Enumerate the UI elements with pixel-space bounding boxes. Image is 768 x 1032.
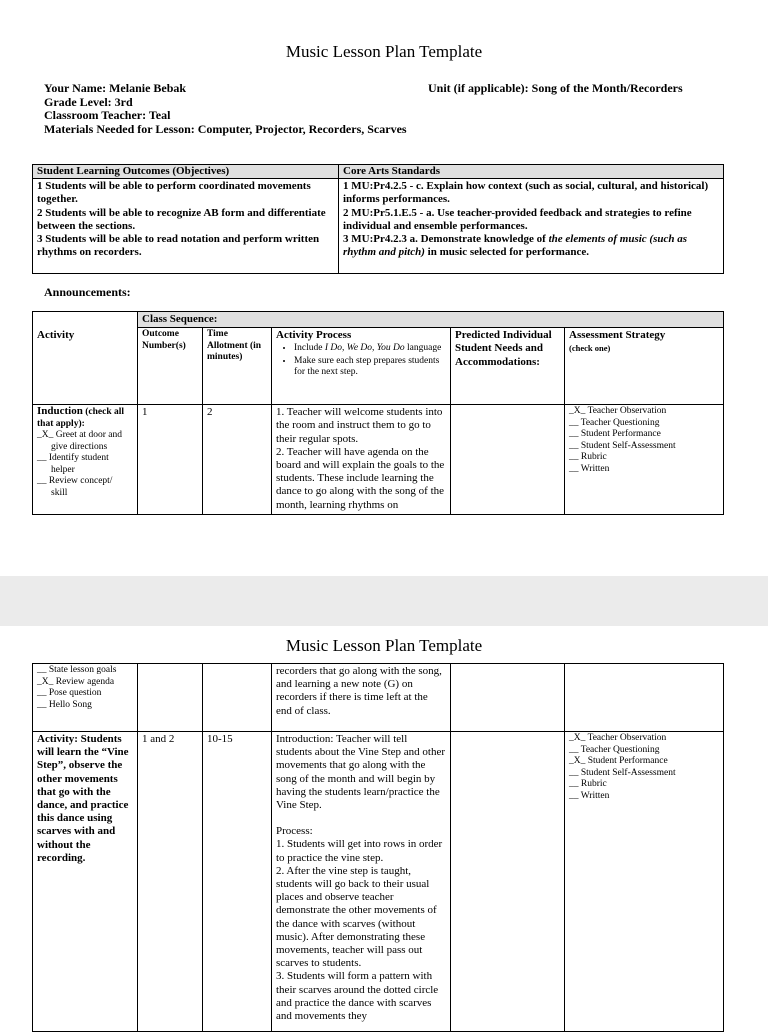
activity-cell: Activity: Students will learn the “Vine Step”, observe the other movements that go with the dance, and practice this dance using scarves with and without the recording. [33, 732, 138, 1032]
col-time: Time Allotment (in minutes) [203, 328, 272, 405]
assess-option: __ Student Self-Assessment [569, 440, 676, 451]
outcomes-cell [33, 179, 339, 274]
activity-step-3: 3. Students will form a pattern with their scarves around the dotted circle and practice the dance with scarves and movements they [276, 970, 439, 1023]
objectives-table [32, 164, 724, 274]
class-sequence-table-continued [32, 663, 724, 1032]
assess-option: __ Written [569, 463, 610, 474]
activity-step-1: 1. Students will get into rows in order to practice the vine step. [276, 838, 443, 864]
standards-header: Core Arts Standards [339, 165, 724, 179]
standard-3 [343, 233, 719, 259]
activity-assessment [565, 732, 724, 1032]
col-needs: Predicted Individual Student Needs and Accommodations: [451, 328, 565, 405]
induction-outcome: 1 [138, 405, 203, 515]
induction-option-greet-cont: give directions [51, 441, 108, 452]
induction-process-continued: recorders that go along with the song, and learning a new note (G) on recorders if there is time left at the end of class. [272, 664, 451, 732]
materials-line: Materials Needed for Lesson: Computer, Projector, Recorders, Scarves [44, 121, 407, 136]
col-assessment [565, 328, 724, 405]
induction-option-greet: _X_ Greet at door and [37, 430, 122, 441]
page-2-title: Music Lesson Plan Template [285, 636, 483, 655]
unit-line: Unit (if applicable): Song of the Month/Recorders [428, 81, 683, 95]
induction-time: 2 [203, 405, 272, 515]
outcome-3: 3 Students will be able to read notation and perform written rhythms on recorders. [37, 233, 320, 259]
standards-cell [339, 179, 724, 274]
activity-needs [451, 732, 565, 1032]
induction-process-1: 1. Teacher will welcome students into the room and instruct them to go to their regular spots. [276, 406, 443, 445]
teacher-info [44, 82, 407, 136]
assess-option: __ Teacher Questioning [569, 744, 660, 755]
col-activity: Activity [33, 328, 138, 405]
induction-cell [33, 405, 138, 515]
induction-process-2: 2. Teacher will have agenda on the board and will explain the goals to the students. These include learning the dance to go along with the song of the month, learning rhythms on [276, 445, 445, 511]
page-title: Music Lesson Plan Template [285, 42, 483, 61]
name-line: Your Name: Melanie Bebak [44, 81, 187, 95]
page-gap [0, 576, 768, 626]
activity-process-label: Process: [276, 825, 313, 838]
induction-needs [451, 405, 565, 515]
process-guidelines [276, 343, 446, 379]
guideline-1-tail: language [404, 343, 442, 354]
induction-process [272, 405, 451, 515]
induction-option-goals: __ State lesson goals [37, 665, 117, 675]
outcome-1: 1 Students will be able to perform coordinated movements together. [37, 180, 311, 206]
induction-option-hello: __ Hello Song [37, 699, 92, 710]
col-process [272, 328, 451, 405]
class-sequence-table [32, 311, 724, 515]
standard-2: 2 MU:Pr5.1.E.5 - a. Use teacher-provided feedback and strategies to refine individual and ensemble performances. [343, 206, 692, 232]
assess-option: __ Written [569, 790, 610, 801]
induction-cell-continued [33, 664, 138, 732]
standard-3-emphasis: the elements of music (such as rhythm and pitch) [343, 233, 688, 259]
induction-option-helper-cont: helper [51, 464, 75, 475]
induction-note: (check all that apply): [37, 407, 125, 429]
guideline-2: • Make sure each step prepares students for the next step. [294, 356, 446, 379]
induction-option-agenda: _X_ Review agenda [37, 676, 115, 687]
guideline-1-emphasis: I Do, We Do, You Do [324, 343, 405, 354]
assess-option: _X_ Teacher Observation [569, 406, 667, 417]
activity-intro: Introduction: Teacher will tell students about the Vine Step and other movements that go along with the song of the month and will begin by having the students learn/practice the Vine Step. [276, 733, 445, 812]
class-sequence-header: Class Sequence: [138, 312, 724, 328]
col-outcome: Outcome Number(s) [138, 328, 203, 405]
induction-option-review: __ Review concept/ [37, 476, 113, 487]
empty-cell [565, 664, 724, 732]
grade-line: Grade Level: 3rd [44, 94, 133, 109]
empty-cell [451, 664, 565, 732]
activity-outcome: 1 and 2 [138, 732, 203, 1032]
empty-cell [203, 664, 272, 732]
col-process-title: Activity Process [276, 329, 352, 342]
guideline-1-text: Include [294, 343, 325, 354]
assess-option: __ Student Performance [569, 429, 661, 440]
standard-3-tail: in music selected for performance. [424, 246, 590, 259]
announcements-label: Announcements: [44, 285, 131, 299]
assess-option: __ Rubric [569, 779, 607, 789]
col-assessment-title: Assessment Strategy [569, 329, 666, 342]
standard-1: 1 MU:Pr4.2.5 - c. Explain how context (such as social, cultural, and historical) informs performances. [343, 180, 709, 206]
empty-cell [138, 664, 203, 732]
objectives-header: Student Learning Outcomes (Objectives) [33, 165, 339, 179]
assess-option: _X_ Student Performance [569, 756, 668, 766]
activity-step-2: 2. After the vine step is taught, students will go back to their usual places and observe teacher demonstrate the other movements of the dance with scarves (without music). After demonstrating these movements, teacher will pass out scarves to students. [276, 864, 437, 970]
assess-option: _X_ Teacher Observation [569, 733, 667, 743]
induction-assessment [565, 405, 724, 515]
induction-title: Induction [37, 405, 83, 418]
activity-process [272, 732, 451, 1032]
activity-time: 10-15 [203, 732, 272, 1032]
col-assessment-note: (check one) [569, 343, 611, 354]
assess-option: __ Rubric [569, 452, 607, 463]
induction-option-pose: __ Pose question [37, 688, 102, 698]
guideline-1 [294, 343, 446, 355]
outcome-2: 2 Students will be able to recognize AB form and differentiate between the sections. [37, 206, 326, 232]
induction-option-review-cont: skill [51, 487, 68, 498]
induction-option-helper: __ Identify student [37, 453, 109, 464]
teacher-line: Classroom Teacher: Teal [44, 108, 171, 122]
assess-option: __ Teacher Questioning [569, 417, 660, 428]
standard-3-text: 3 MU:Pr4.2.3 a. Demonstrate knowledge of [343, 233, 549, 246]
assess-option: __ Student Self-Assessment [569, 767, 676, 778]
